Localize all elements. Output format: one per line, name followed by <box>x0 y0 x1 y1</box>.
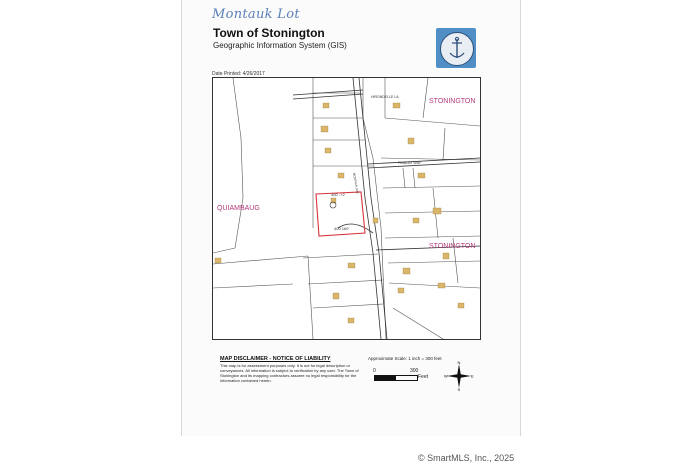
anchor-icon <box>441 33 473 65</box>
copyright-watermark: © SmartMLS, Inc., 2025 <box>418 453 515 463</box>
label-stonington-top: STONINGTON <box>429 98 476 105</box>
north-arrow-icon <box>444 361 474 391</box>
gis-map <box>212 77 481 340</box>
scale-label: Approximate Scale: 1 inch = 300 feet <box>368 356 442 361</box>
compass-w: W <box>444 373 448 379</box>
date-printed: Date Printed: 4/26/2017 <box>212 71 265 77</box>
scale-end: 300 <box>410 368 419 374</box>
road-label-hirondelle: HIRONDELLE LA <box>371 95 399 99</box>
page-title: Town of Stonington <box>213 26 325 40</box>
road-label-findlay: FINDLAY WAY <box>398 161 422 165</box>
disclaimer-title: MAP DISCLAIMER - NOTICE OF LIABILITY <box>220 356 331 362</box>
label-stonington-mid: STONINGTON <box>429 243 476 250</box>
seal-emblem <box>440 32 474 66</box>
lot-note-top: 400 -+2 <box>331 192 345 197</box>
scale-bar <box>374 375 418 381</box>
compass-n: N <box>457 361 461 365</box>
parcel-map-drawing <box>213 78 480 339</box>
page-subtitle: Geographic Information System (GIS) <box>213 41 347 50</box>
compass-s: S <box>457 387 461 391</box>
scale-start: 0 <box>373 368 376 374</box>
town-seal-logo <box>436 28 476 68</box>
handwritten-note: Montauk Lot <box>212 7 300 22</box>
scale-unit: Feet <box>418 374 429 380</box>
label-quiambaug: QUIAMBAUG <box>217 205 260 212</box>
disclaimer-text: This map is for assessment purposes only. It is not for legal description or conveyances. All information is subject to verification by any user. The Town of Stonington and its mapping contractors assume no legal responsibility for the information contained herein. <box>220 363 359 383</box>
lot-note-bottom: 400 160' <box>334 226 350 231</box>
compass-e: E <box>471 373 474 379</box>
road-label-montauk: MONTAUK AVE <box>352 172 360 195</box>
